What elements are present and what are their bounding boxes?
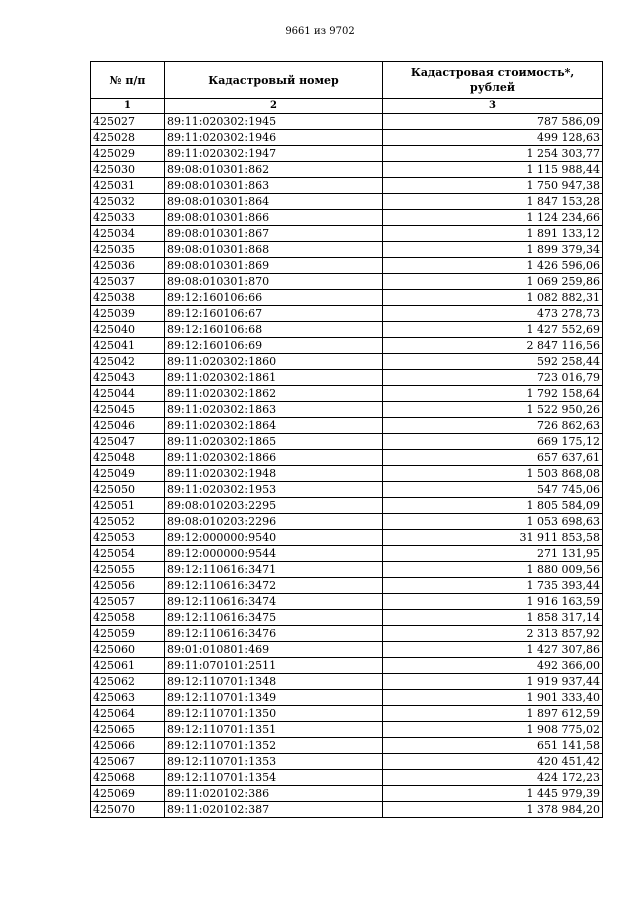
row-cadastral-number: 89:11:020302:1862 <box>165 386 383 402</box>
row-index: 425062 <box>91 674 165 690</box>
row-index: 425032 <box>91 194 165 210</box>
row-index: 425027 <box>91 114 165 130</box>
table-row <box>91 738 603 754</box>
table-row <box>91 578 603 594</box>
table-row <box>91 642 603 658</box>
row-cadastral-value: 492 366,00 <box>383 658 603 674</box>
table-row <box>91 482 603 498</box>
row-cadastral-number: 89:01:010801:469 <box>165 642 383 658</box>
row-cadastral-value: 787 586,09 <box>383 114 603 130</box>
row-cadastral-value: 592 258,44 <box>383 354 603 370</box>
row-cadastral-value: 2 313 857,92 <box>383 626 603 642</box>
row-cadastral-number: 89:08:010301:870 <box>165 274 383 290</box>
row-cadastral-value: 1 124 234,66 <box>383 210 603 226</box>
table-row <box>91 706 603 722</box>
row-cadastral-value: 547 745,06 <box>383 482 603 498</box>
row-cadastral-value: 1 891 133,12 <box>383 226 603 242</box>
row-cadastral-number: 89:08:010301:864 <box>165 194 383 210</box>
row-cadastral-value: 723 016,79 <box>383 370 603 386</box>
table-row <box>91 786 603 802</box>
table-body <box>91 114 603 818</box>
table-row <box>91 562 603 578</box>
table-row <box>91 466 603 482</box>
row-index: 425035 <box>91 242 165 258</box>
row-cadastral-value: 1 378 984,20 <box>383 802 603 818</box>
page-number: 9661 из 9702 <box>285 26 355 37</box>
row-index: 425068 <box>91 770 165 786</box>
table-row <box>91 418 603 434</box>
table-row <box>91 370 603 386</box>
row-index: 425036 <box>91 258 165 274</box>
row-index: 425034 <box>91 226 165 242</box>
row-cadastral-number: 89:11:020302:1860 <box>165 354 383 370</box>
table-row <box>91 386 603 402</box>
header-cadastral-value: Кадастровая стоимость*, рублей <box>383 62 603 99</box>
column-number: 3 <box>383 99 603 114</box>
table-row <box>91 514 603 530</box>
row-cadastral-value: 651 141,58 <box>383 738 603 754</box>
row-cadastral-number: 89:11:020302:1864 <box>165 418 383 434</box>
table-row <box>91 594 603 610</box>
table-row <box>91 754 603 770</box>
row-cadastral-value: 1 901 333,40 <box>383 690 603 706</box>
row-index: 425055 <box>91 562 165 578</box>
row-cadastral-value: 420 451,42 <box>383 754 603 770</box>
table-row <box>91 626 603 642</box>
table-row <box>91 690 603 706</box>
row-index: 425050 <box>91 482 165 498</box>
row-index: 425053 <box>91 530 165 546</box>
table-row <box>91 402 603 418</box>
row-cadastral-value: 1 115 988,44 <box>383 162 603 178</box>
row-index: 425042 <box>91 354 165 370</box>
row-cadastral-value: 1 254 303,77 <box>383 146 603 162</box>
table-row <box>91 770 603 786</box>
row-cadastral-number: 89:11:020102:387 <box>165 802 383 818</box>
table-row <box>91 498 603 514</box>
row-index: 425046 <box>91 418 165 434</box>
row-cadastral-number: 89:11:070101:2511 <box>165 658 383 674</box>
row-cadastral-number: 89:11:020302:1945 <box>165 114 383 130</box>
table-row <box>91 130 603 146</box>
row-cadastral-value: 1 899 379,34 <box>383 242 603 258</box>
row-cadastral-value: 1 792 158,64 <box>383 386 603 402</box>
table-row <box>91 674 603 690</box>
row-index: 425064 <box>91 706 165 722</box>
table-row <box>91 162 603 178</box>
table-row <box>91 658 603 674</box>
row-cadastral-number: 89:12:110701:1353 <box>165 754 383 770</box>
row-index: 425069 <box>91 786 165 802</box>
row-cadastral-value: 1 919 937,44 <box>383 674 603 690</box>
row-cadastral-value: 1 053 698,63 <box>383 514 603 530</box>
row-cadastral-value: 1 427 552,69 <box>383 322 603 338</box>
row-cadastral-number: 89:12:110701:1349 <box>165 690 383 706</box>
row-cadastral-value: 726 862,63 <box>383 418 603 434</box>
row-cadastral-value: 473 278,73 <box>383 306 603 322</box>
row-cadastral-number: 89:11:020302:1953 <box>165 482 383 498</box>
table-row <box>91 242 603 258</box>
row-cadastral-value: 424 172,23 <box>383 770 603 786</box>
row-cadastral-value: 1 880 009,56 <box>383 562 603 578</box>
row-index: 425056 <box>91 578 165 594</box>
table-row <box>91 434 603 450</box>
row-cadastral-number: 89:12:160106:66 <box>165 290 383 306</box>
table-row <box>91 802 603 818</box>
row-cadastral-number: 89:12:110616:3474 <box>165 594 383 610</box>
row-cadastral-number: 89:08:010301:868 <box>165 242 383 258</box>
table-row <box>91 226 603 242</box>
row-index: 425033 <box>91 210 165 226</box>
row-index: 425054 <box>91 546 165 562</box>
header-cadastral-number: Кадастровый номер <box>165 62 383 99</box>
row-cadastral-value: 1 082 882,31 <box>383 290 603 306</box>
row-cadastral-number: 89:12:160106:67 <box>165 306 383 322</box>
row-cadastral-value: 657 637,61 <box>383 450 603 466</box>
row-cadastral-number: 89:12:110701:1354 <box>165 770 383 786</box>
row-cadastral-number: 89:11:020102:386 <box>165 786 383 802</box>
column-number: 2 <box>165 99 383 114</box>
row-cadastral-value: 1 427 307,86 <box>383 642 603 658</box>
table-row <box>91 210 603 226</box>
row-cadastral-value: 1 916 163,59 <box>383 594 603 610</box>
row-cadastral-value: 2 847 116,56 <box>383 338 603 354</box>
row-cadastral-value: 1 735 393,44 <box>383 578 603 594</box>
row-index: 425059 <box>91 626 165 642</box>
row-index: 425048 <box>91 450 165 466</box>
row-cadastral-value: 499 128,63 <box>383 130 603 146</box>
row-index: 425063 <box>91 690 165 706</box>
row-index: 425058 <box>91 610 165 626</box>
row-cadastral-number: 89:12:110701:1352 <box>165 738 383 754</box>
row-cadastral-number: 89:12:000000:9540 <box>165 530 383 546</box>
row-index: 425060 <box>91 642 165 658</box>
table-row <box>91 450 603 466</box>
row-cadastral-value: 1 503 868,08 <box>383 466 603 482</box>
row-index: 425043 <box>91 370 165 386</box>
row-cadastral-number: 89:12:110701:1348 <box>165 674 383 690</box>
cadastral-table <box>90 61 603 818</box>
row-cadastral-value: 1 069 259,86 <box>383 274 603 290</box>
row-cadastral-number: 89:12:110701:1351 <box>165 722 383 738</box>
row-index: 425041 <box>91 338 165 354</box>
row-cadastral-value: 669 175,12 <box>383 434 603 450</box>
table-row <box>91 610 603 626</box>
row-index: 425065 <box>91 722 165 738</box>
row-cadastral-value: 1 522 950,26 <box>383 402 603 418</box>
row-index: 425070 <box>91 802 165 818</box>
row-cadastral-value: 1 847 153,28 <box>383 194 603 210</box>
row-cadastral-value: 1 858 317,14 <box>383 610 603 626</box>
row-index: 425031 <box>91 178 165 194</box>
table-row <box>91 354 603 370</box>
row-cadastral-value: 271 131,95 <box>383 546 603 562</box>
row-index: 425066 <box>91 738 165 754</box>
row-cadastral-number: 89:11:020302:1946 <box>165 130 383 146</box>
table-row <box>91 194 603 210</box>
row-cadastral-number: 89:12:110616:3472 <box>165 578 383 594</box>
row-index: 425038 <box>91 290 165 306</box>
row-index: 425039 <box>91 306 165 322</box>
row-cadastral-number: 89:08:010301:866 <box>165 210 383 226</box>
row-cadastral-value: 1 805 584,09 <box>383 498 603 514</box>
row-cadastral-number: 89:12:160106:68 <box>165 322 383 338</box>
row-cadastral-value: 1 426 596,06 <box>383 258 603 274</box>
row-cadastral-value: 1 445 979,39 <box>383 786 603 802</box>
table-row <box>91 530 603 546</box>
row-cadastral-number: 89:08:010301:862 <box>165 162 383 178</box>
table-row <box>91 178 603 194</box>
row-cadastral-number: 89:08:010203:2296 <box>165 514 383 530</box>
column-number: 1 <box>91 99 165 114</box>
row-cadastral-number: 89:12:110616:3475 <box>165 610 383 626</box>
table-row <box>91 258 603 274</box>
row-index: 425028 <box>91 130 165 146</box>
table-row <box>91 146 603 162</box>
row-index: 425049 <box>91 466 165 482</box>
row-cadastral-value: 1 750 947,38 <box>383 178 603 194</box>
row-index: 425051 <box>91 498 165 514</box>
row-cadastral-number: 89:08:010301:867 <box>165 226 383 242</box>
table-row <box>91 114 603 130</box>
row-cadastral-number: 89:12:110616:3471 <box>165 562 383 578</box>
row-cadastral-number: 89:11:020302:1861 <box>165 370 383 386</box>
row-cadastral-number: 89:11:020302:1947 <box>165 146 383 162</box>
row-index: 425057 <box>91 594 165 610</box>
row-cadastral-number: 89:12:110701:1350 <box>165 706 383 722</box>
row-cadastral-number: 89:11:020302:1948 <box>165 466 383 482</box>
row-cadastral-number: 89:11:020302:1865 <box>165 434 383 450</box>
row-index: 425037 <box>91 274 165 290</box>
row-index: 425045 <box>91 402 165 418</box>
row-index: 425030 <box>91 162 165 178</box>
row-cadastral-number: 89:08:010203:2295 <box>165 498 383 514</box>
column-number-row <box>91 99 603 114</box>
row-cadastral-number: 89:12:000000:9544 <box>165 546 383 562</box>
row-cadastral-number: 89:08:010301:869 <box>165 258 383 274</box>
row-index: 425067 <box>91 754 165 770</box>
row-cadastral-number: 89:12:110616:3476 <box>165 626 383 642</box>
row-index: 425061 <box>91 658 165 674</box>
table-row <box>91 322 603 338</box>
row-index: 425040 <box>91 322 165 338</box>
row-cadastral-number: 89:11:020302:1863 <box>165 402 383 418</box>
table-row <box>91 546 603 562</box>
row-cadastral-value: 31 911 853,58 <box>383 530 603 546</box>
row-cadastral-number: 89:08:010301:863 <box>165 178 383 194</box>
table-row <box>91 274 603 290</box>
row-index: 425029 <box>91 146 165 162</box>
row-cadastral-value: 1 897 612,59 <box>383 706 603 722</box>
table-row <box>91 290 603 306</box>
header-index: № п/п <box>91 62 165 99</box>
table-row <box>91 306 603 322</box>
row-index: 425052 <box>91 514 165 530</box>
row-cadastral-number: 89:11:020302:1866 <box>165 450 383 466</box>
row-index: 425044 <box>91 386 165 402</box>
table-row <box>91 722 603 738</box>
row-index: 425047 <box>91 434 165 450</box>
header-row <box>91 62 603 99</box>
row-cadastral-value: 1 908 775,02 <box>383 722 603 738</box>
row-cadastral-number: 89:12:160106:69 <box>165 338 383 354</box>
table-row <box>91 338 603 354</box>
